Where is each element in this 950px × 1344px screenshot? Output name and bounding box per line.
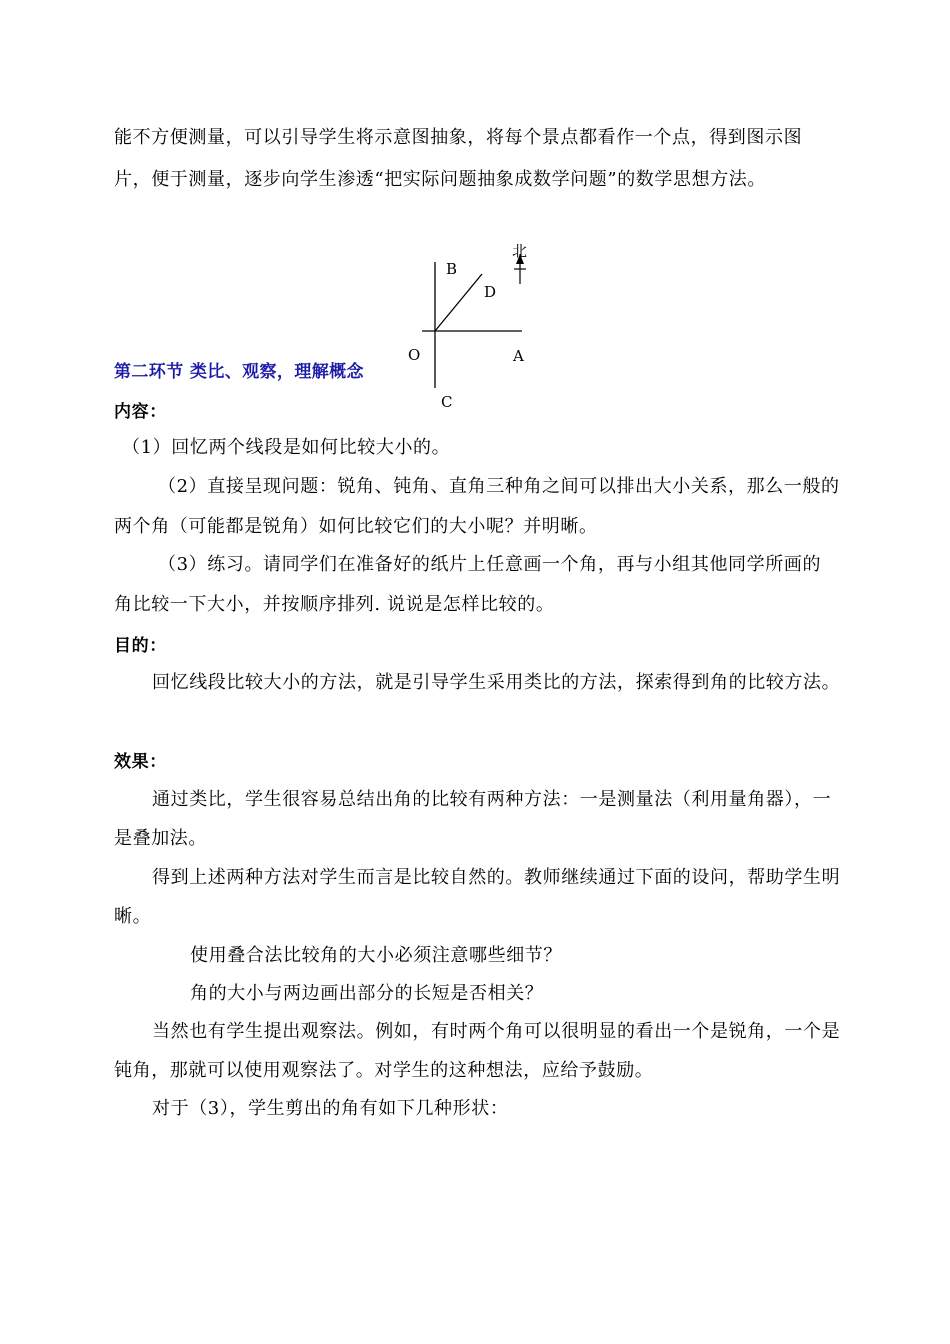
effect-3-line-2: 钝角，那就可以使用观察法了。对学生的这种想法，应给予鼓励。 bbox=[114, 1060, 654, 1081]
item-3-line-1: （3）练习。请同学们在准备好的纸片上任意画一个角，再与小组其他同学所画的 bbox=[158, 554, 822, 575]
section-title: 第二环节 类比、观察，理解概念 bbox=[114, 362, 364, 382]
item-3-line-2: 角比较一下大小，并按顺序排列. 说说是怎样比较的。 bbox=[114, 594, 555, 615]
item-2-line-1: （2）直接呈现问题：锐角、钝角、直角三种角之间可以排出大小关系，那么一般的 bbox=[158, 476, 840, 497]
effect-3-line-1: 当然也有学生提出观察法。例如，有时两个角可以很明显的看出一个是锐角，一个是 bbox=[152, 1021, 841, 1042]
effect-1-line-2: 是叠加法。 bbox=[114, 828, 207, 849]
direction-diagram bbox=[400, 240, 540, 420]
effect-1-line-1: 通过类比，学生很容易总结出角的比较有两种方法：一是测量法（利用量角器），一 bbox=[152, 789, 832, 810]
content-label: 内容： bbox=[114, 402, 167, 422]
item-1: （1）回忆两个线段是如何比较大小的。 bbox=[122, 437, 451, 458]
label-b: B bbox=[446, 260, 458, 278]
purpose-text: 回忆线段比较大小的方法，就是引导学生采用类比的方法，探索得到角的比较方法。 bbox=[152, 672, 841, 693]
question-2: 角的大小与两边画出部分的长短是否相关？ bbox=[190, 983, 544, 1004]
paragraph-line: 片，便于测量，逐步向学生渗透“把实际问题抽象成数学问题”的数学思想方法。 bbox=[114, 169, 767, 190]
ray-od bbox=[435, 274, 482, 331]
label-c: C bbox=[441, 393, 453, 411]
label-a: A bbox=[513, 347, 524, 365]
purpose-label: 目的： bbox=[114, 636, 167, 656]
label-north: 北 bbox=[512, 242, 528, 260]
effect-2-line-1: 得到上述两种方法对学生而言是比较自然的。教师继续通过下面的设问，帮助学生明 bbox=[152, 867, 841, 888]
effect-label: 效果： bbox=[114, 752, 167, 772]
effect-4: 对于（3），学生剪出的角有如下几种形状： bbox=[152, 1098, 509, 1119]
effect-2-line-2: 晰。 bbox=[114, 906, 152, 927]
question-1: 使用叠合法比较角的大小必须注意哪些细节？ bbox=[190, 945, 562, 966]
label-d: D bbox=[484, 283, 497, 301]
item-2-line-2: 两个角（可能都是锐角）如何比较它们的大小呢？并明晰。 bbox=[114, 516, 598, 537]
paragraph-line: 能不方便测量，可以引导学生将示意图抽象，将每个景点都看作一个点，得到图示图 bbox=[114, 127, 803, 148]
label-o: O bbox=[408, 346, 421, 364]
